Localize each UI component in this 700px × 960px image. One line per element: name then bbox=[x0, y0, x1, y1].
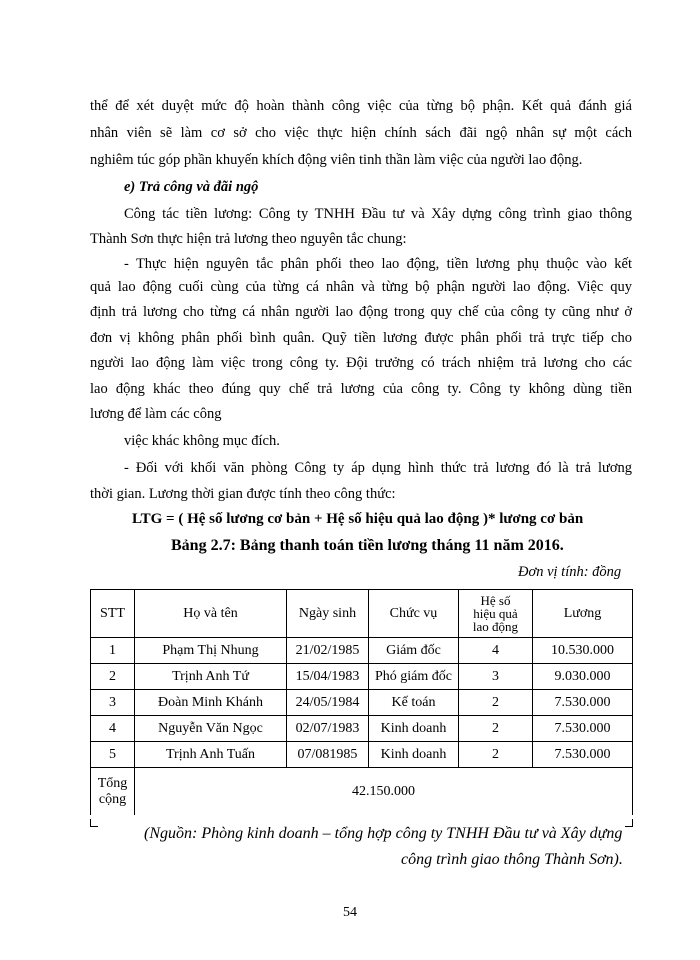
cell-coef: 3 bbox=[459, 664, 533, 690]
table-corner-mark bbox=[625, 819, 633, 827]
cell-coef: 4 bbox=[459, 638, 533, 664]
cell-salary: 7.530.000 bbox=[533, 690, 633, 716]
total-value: 42.150.000 bbox=[135, 768, 633, 816]
header-coef-line: hiệu quả bbox=[473, 606, 518, 621]
cell-position: Kinh doanh bbox=[369, 716, 459, 742]
cell-dob: 02/07/1983 bbox=[287, 716, 369, 742]
paragraph-line: người lao động làm việc trong công ty. Đội trưởng có trách nhiệm trả lương cho các bbox=[90, 355, 632, 371]
total-label-line: Tổng bbox=[97, 775, 128, 791]
cell-coef: 2 bbox=[459, 742, 533, 768]
table-corner-mark bbox=[90, 819, 98, 827]
paragraph-line: thể để xét duyệt mức độ hoàn thành công việc của từng bộ phận. Kết quả đánh giá bbox=[90, 98, 632, 114]
table-row bbox=[91, 690, 633, 716]
header-position: Chức vụ bbox=[369, 590, 459, 638]
cell-dob: 15/04/1983 bbox=[287, 664, 369, 690]
cell-name: Trịnh Anh Tuấn bbox=[135, 742, 287, 768]
cell-dob: 07/081985 bbox=[287, 742, 369, 768]
table-row bbox=[91, 664, 633, 690]
paragraph-line: - Thực hiện nguyên tắc phân phối theo lao động, tiền lương phụ thuộc vào kết bbox=[124, 256, 632, 272]
header-dob: Ngày sinh bbox=[287, 590, 369, 638]
section-heading: e) Trả công và đãi ngộ bbox=[124, 179, 259, 195]
cell-position: Giám đốc bbox=[369, 638, 459, 664]
cell-salary: 7.530.000 bbox=[533, 742, 633, 768]
paragraph-line: quả lao động cuối cùng của từng cá nhân và từng bộ phận người lao động. Việc quy bbox=[90, 279, 632, 295]
cell-salary: 7.530.000 bbox=[533, 716, 633, 742]
cell-stt: 3 bbox=[91, 690, 135, 716]
paragraph-line: thời gian. Lương thời gian được tính theo công thức: bbox=[90, 486, 396, 502]
cell-name: Trịnh Anh Tứ bbox=[135, 664, 287, 690]
source-note: (Nguồn: Phòng kinh doanh – tổng hợp công ty TNHH Đầu tư và Xây dựng bbox=[144, 825, 623, 842]
table-title: Bảng 2.7: Bảng thanh toán tiền lương tháng 11 năm 2016. bbox=[171, 537, 564, 554]
cell-name: Đoàn Minh Khánh bbox=[135, 690, 287, 716]
table-header-row bbox=[91, 590, 633, 638]
cell-salary: 9.030.000 bbox=[533, 664, 633, 690]
cell-name: Nguyễn Văn Ngọc bbox=[135, 716, 287, 742]
table-row bbox=[91, 638, 633, 664]
header-name: Họ và tên bbox=[135, 590, 287, 638]
cell-dob: 21/02/1985 bbox=[287, 638, 369, 664]
cell-stt: 1 bbox=[91, 638, 135, 664]
paragraph-line: Thành Sơn thực hiện trả lương theo nguyên tắc chung: bbox=[90, 231, 407, 247]
cell-position: Phó giám đốc bbox=[369, 664, 459, 690]
header-coefficient bbox=[459, 590, 533, 638]
paragraph-line: lương để làm các công bbox=[90, 406, 222, 422]
cell-stt: 2 bbox=[91, 664, 135, 690]
paragraph-line: định trả lương cho từng cá nhân người lao động trong quy chế của công ty cũng như ở bbox=[90, 304, 632, 320]
page-number: 54 bbox=[343, 905, 357, 920]
paragraph-line: nghiêm túc góp phần khuyến khích động viên tinh thần làm việc của người lao động. bbox=[90, 152, 583, 168]
cell-salary: 10.530.000 bbox=[533, 638, 633, 664]
header-salary: Lương bbox=[533, 590, 633, 638]
paragraph-line: lao động khác theo đúng quy chế trả lương của công ty. Công ty không dùng tiền bbox=[90, 381, 632, 397]
table-row bbox=[91, 716, 633, 742]
cell-coef: 2 bbox=[459, 716, 533, 742]
paragraph-line: việc khác không mục đích. bbox=[124, 433, 280, 449]
payroll-table bbox=[90, 589, 633, 815]
paragraph-line: đơn vị không phân phối bình quân. Quỹ tiền lương được phân phối trả trực tiếp cho bbox=[90, 330, 632, 346]
total-label bbox=[91, 768, 135, 816]
cell-dob: 24/05/1984 bbox=[287, 690, 369, 716]
cell-stt: 5 bbox=[91, 742, 135, 768]
total-row bbox=[91, 768, 633, 816]
paragraph-line: - Đối với khối văn phòng Công ty áp dụng hình thức trả lương đó là trả lương bbox=[124, 460, 632, 476]
cell-coef: 2 bbox=[459, 690, 533, 716]
header-coef-line: Hệ số bbox=[480, 593, 511, 608]
cell-stt: 4 bbox=[91, 716, 135, 742]
unit-note: Đơn vị tính: đồng bbox=[518, 564, 622, 580]
cell-name: Phạm Thị Nhung bbox=[135, 638, 287, 664]
header-coef-line: lao động bbox=[472, 619, 519, 634]
cell-position: Kế toán bbox=[369, 690, 459, 716]
paragraph-line: Công tác tiền lương: Công ty TNHH Đầu tư và Xây dựng công trình giao thông bbox=[124, 206, 632, 222]
salary-formula: LTG = ( Hệ số lương cơ bản + Hệ số hiệu quả lao động )* lương cơ bản bbox=[132, 511, 584, 527]
table-row bbox=[91, 742, 633, 768]
paragraph-line: nhân viên sẽ làm cơ sở cho việc thực hiện chính sách đãi ngộ nhân sự một cách bbox=[90, 125, 632, 141]
source-note: công trình giao thông Thành Sơn). bbox=[401, 851, 623, 868]
header-stt: STT bbox=[91, 590, 135, 638]
total-label-line: cộng bbox=[98, 791, 127, 807]
cell-position: Kinh doanh bbox=[369, 742, 459, 768]
